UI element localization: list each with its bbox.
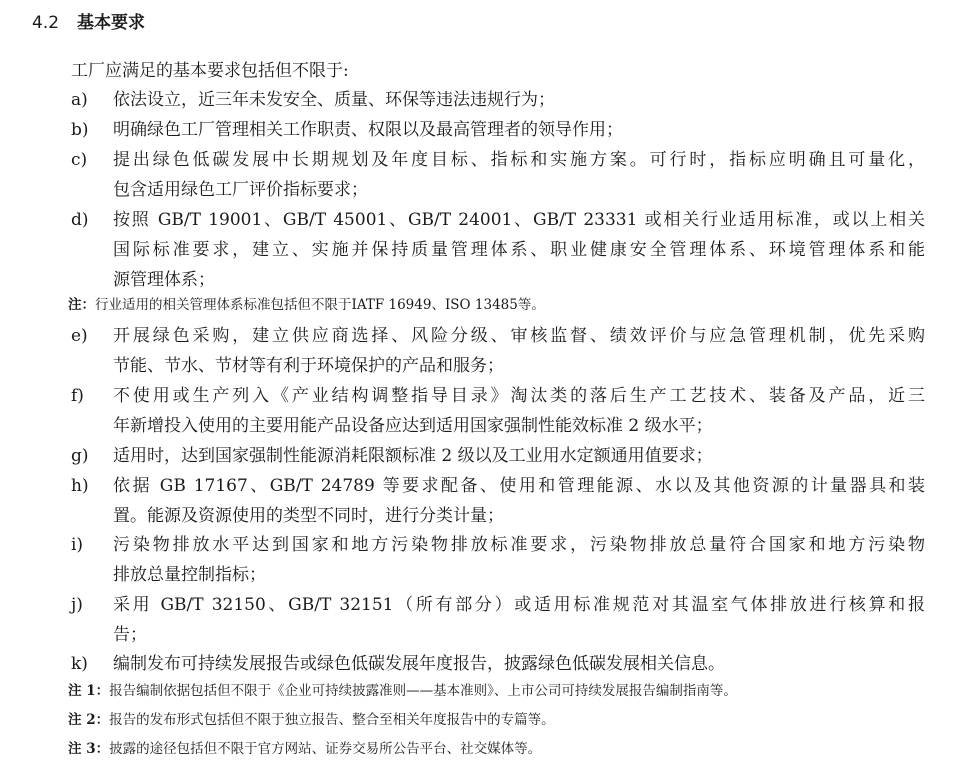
item-text-line: 不使用或生产列入《产业结构调整指导目录》淘汰类的落后生产工艺技术、装备及产品，近三 (113, 386, 925, 406)
note-label: 注： (68, 297, 95, 313)
item-text-line: 包含适用绿色工厂评价指标要求； (113, 180, 368, 200)
item-text-line: 源管理体系； (113, 270, 215, 290)
item-marker: a) (71, 90, 88, 110)
item-text-line: 按照 GB/T 19001、GB/T 45001、GB/T 24001、GB/T 23331 或相关行业适用标准，或以上相关 (113, 210, 925, 230)
item-marker: e) (71, 326, 88, 346)
item-marker: k) (71, 654, 88, 674)
item-text-line: 排放总量控制指标； (113, 565, 266, 585)
item-text-line: 适用时，达到国家强制性能源消耗限额标准 2 级以及工业用水定额通用值要求； (113, 446, 713, 466)
item-marker: j) (71, 595, 83, 615)
item-text-line: 节能、节水、节材等有利于环境保护的产品和服务； (113, 356, 504, 376)
item-marker: g) (71, 446, 89, 466)
item-marker: h) (71, 476, 89, 496)
item-marker: d) (71, 210, 89, 230)
item-text-line: 告； (113, 625, 147, 645)
section-heading (32, 10, 145, 36)
note-2 (68, 709, 555, 731)
intro-paragraph: 工厂应满足的基本要求包括但不限于: (71, 61, 349, 81)
item-text-line: 提出绿色低碳发展中长期规划及年度目标、指标和实施方案。可行时，指标应明确且可量化， (113, 150, 925, 170)
item-text-line: 污染物排放水平达到国家和地方污染物排放标准要求，污染物排放总量符合国家和地方污染物 (113, 535, 925, 555)
item-text-line: 开展绿色采购，建立供应商选择、风险分级、审核监督、绩效评价与应急管理机制，优先采购 (113, 326, 925, 346)
item-text-line: 编制发布可持续发展报告或绿色低碳发展年度报告，披露绿色低碳发展相关信息。 (113, 654, 725, 674)
note-text: 行业适用的相关管理体系标准包括但不限于IATF 16949、ISO 13485等。 (95, 297, 545, 313)
item-marker: f) (71, 386, 84, 406)
section-title: 基本要求 (77, 13, 146, 33)
note-3 (68, 738, 541, 760)
note-1 (68, 680, 737, 702)
note-label: 注 1： (68, 683, 110, 699)
item-text-line: 依据 GB 17167、GB/T 24789 等要求配备、使用和管理能源、水以及其他资源的计量器具和装 (113, 476, 925, 496)
note-text: 披露的途径包括但不限于官方网站、证券交易所公告平台、社交媒体等。 (109, 741, 542, 757)
item-text-line: 明确绿色工厂管理相关工作职责、权限以及最高管理者的领导作用； (113, 120, 623, 140)
item-marker: i) (71, 535, 84, 555)
note-label: 注 3： (68, 741, 110, 757)
item-text-line: 依法设立，近三年未发安全、质量、环保等违法违规行为； (113, 90, 555, 110)
item-text-line: 国际标准要求，建立、实施并保持质量管理体系、职业健康安全管理体系、环境管理体系和能 (113, 240, 925, 260)
note-text: 报告的发布形式包括但不限于独立报告、整合至相关年度报告中的专篇等。 (109, 712, 555, 728)
item-text-line: 置。能源及资源使用的类型不同时，进行分类计量； (113, 506, 504, 526)
note-text: 报告编制依据包括但不限于《企业可持续披露准则——基本准则》、上市公司可持续发展报告编制指南等。 (109, 683, 737, 699)
note-d (68, 294, 545, 316)
item-text-line: 年新增投入使用的主要用能产品设备应达到适用国家强制性能效标准 2 级水平； (113, 416, 713, 436)
note-label: 注 2： (68, 712, 110, 728)
item-text-line: 采用 GB/T 32150、GB/T 32151（所有部分）或适用标准规范对其温室气体排放进行核算和报 (113, 595, 925, 615)
item-marker: b) (71, 120, 89, 140)
section-number: 4.2 (32, 13, 60, 33)
item-marker: c) (71, 150, 88, 170)
